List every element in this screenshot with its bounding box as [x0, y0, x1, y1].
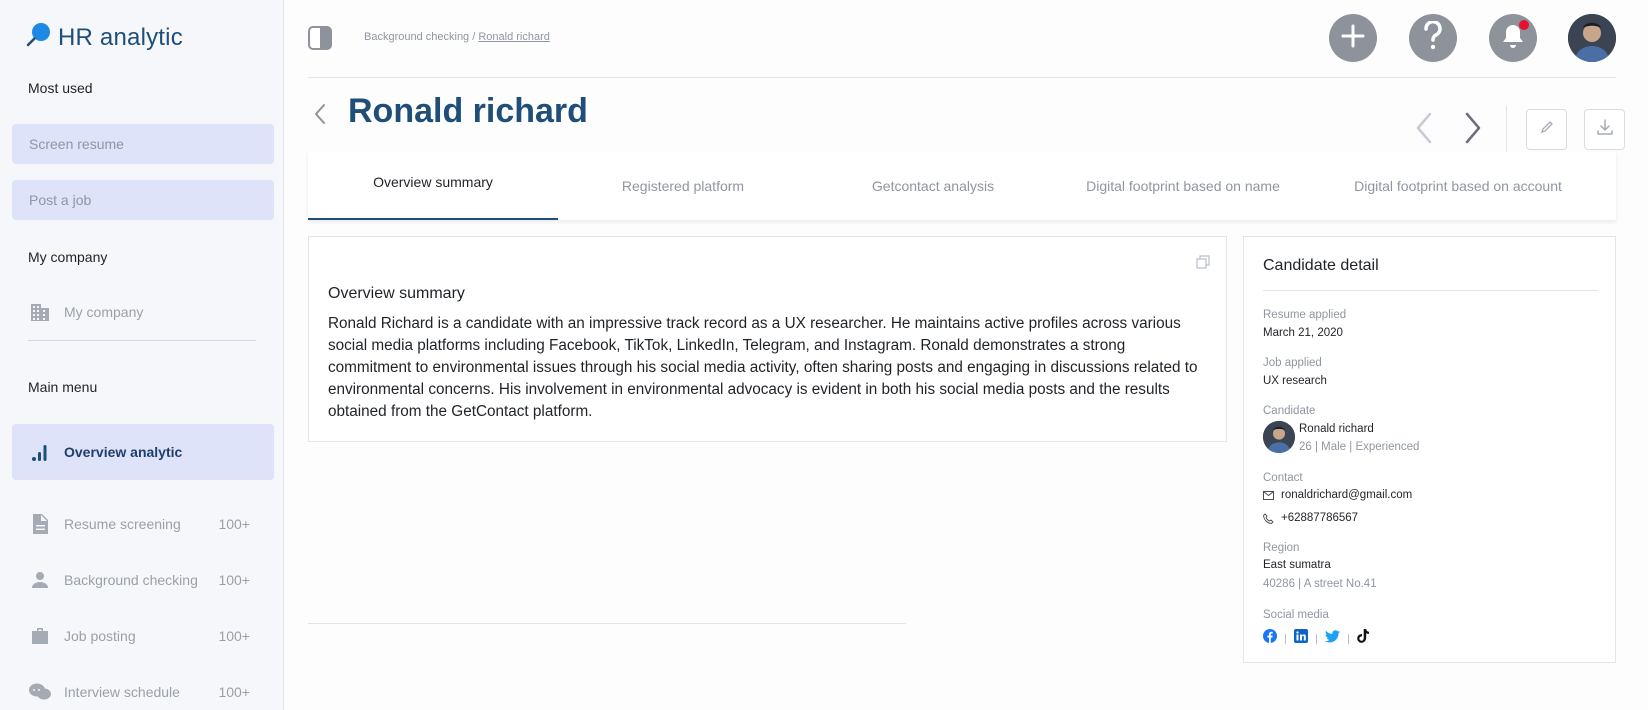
user-avatar[interactable]	[1568, 14, 1616, 62]
sidebar-divider	[28, 340, 256, 341]
expand-icon[interactable]	[1196, 255, 1210, 274]
sidebar-item-label: My company	[64, 304, 144, 320]
previous-candidate-button[interactable]	[1414, 112, 1434, 149]
address-value: 40286 | A street No.41	[1263, 578, 1377, 590]
social-separator	[1285, 634, 1286, 644]
contact-label: Contact	[1263, 472, 1303, 484]
candidate-label: Candidate	[1263, 405, 1316, 417]
download-button[interactable]	[1584, 109, 1625, 150]
toolbar-divider	[1506, 106, 1507, 154]
phone-value[interactable]: +62887786567	[1281, 512, 1359, 524]
magnifier-logo-icon	[26, 22, 52, 53]
sidebar-item-my-company[interactable]	[12, 284, 274, 340]
resume-applied-value: March 21, 2020	[1263, 327, 1343, 339]
edit-button[interactable]	[1526, 109, 1567, 150]
sidebar-item-job-posting[interactable]	[12, 608, 274, 664]
breadcrumb-parent[interactable]: Background checking	[364, 31, 470, 43]
social-separator	[1348, 634, 1349, 644]
detail-divider	[1263, 290, 1598, 291]
tab-bar	[308, 152, 1616, 220]
bar-chart-icon	[29, 441, 51, 463]
most-used-title: Most used	[28, 80, 93, 96]
download-icon	[1596, 118, 1614, 141]
tab-getcontact-analysis[interactable]: Getcontact analysis	[871, 178, 995, 194]
add-button[interactable]	[1329, 14, 1377, 62]
help-button[interactable]	[1409, 14, 1457, 62]
sidebar-toggle-icon[interactable]	[308, 26, 332, 55]
region-label: Region	[1263, 542, 1300, 554]
sidebar	[0, 0, 284, 710]
person-icon	[29, 569, 51, 591]
sidebar-item-label: Interview schedule	[64, 684, 180, 700]
sidebar-item-label: Background checking	[64, 572, 198, 588]
post-job-button[interactable]: Post a job	[12, 180, 274, 220]
breadcrumb-current[interactable]: Ronald richard	[478, 31, 550, 43]
phone-icon	[1263, 513, 1275, 524]
page-title: Ronald richard	[348, 92, 588, 130]
job-applied-value: UX research	[1263, 375, 1327, 387]
candidate-detail-card	[1243, 236, 1616, 663]
sidebar-item-count: 100+	[218, 516, 250, 532]
summary-title: Overview summary	[328, 285, 465, 302]
breadcrumb	[364, 31, 550, 43]
main-menu-title: Main menu	[28, 379, 98, 395]
sidebar-item-overview-analytic[interactable]	[12, 424, 274, 480]
facebook-icon[interactable]	[1263, 629, 1277, 648]
content-divider	[308, 623, 906, 624]
resume-applied-label: Resume applied	[1263, 309, 1347, 321]
overview-summary-card	[308, 236, 1227, 442]
logo[interactable]	[26, 22, 183, 53]
region-value: East sumatra	[1263, 559, 1331, 571]
my-company-title: My company	[28, 249, 108, 265]
pencil-icon	[1539, 119, 1555, 140]
screen-resume-button[interactable]: Screen resume	[12, 124, 274, 164]
candidate-info: 26 | Male | Experienced	[1299, 441, 1420, 453]
tab-registered-platform[interactable]: Registered platform	[621, 178, 745, 194]
social-media-label: Social media	[1263, 609, 1329, 621]
candidate-detail-title: Candidate detail	[1263, 257, 1379, 274]
sidebar-item-count: 100+	[218, 628, 250, 644]
chevron-right-icon	[1463, 131, 1483, 148]
breadcrumb-separator: /	[469, 31, 479, 43]
tab-overview-summary[interactable]: Overview summary	[308, 152, 558, 220]
briefcase-icon	[29, 625, 51, 647]
summary-text: Ronald Richard is a candidate with an impressive track record as a UX researcher. He maintains active profiles across various social media platforms including Facebook, TikTok, LinkedIn, Telegram, and Instagram. Ronald demonstrates a strong commitment to environmental issues through his social media activity, often sharing posts and engaging in discussions related to environmental concerns. His involvement in environmental advocacy is evident in both his social media posts and the results obtained from the GetContact platform.	[328, 315, 1198, 420]
next-candidate-button[interactable]	[1463, 112, 1483, 149]
chat-icon	[29, 681, 51, 703]
mail-icon	[1263, 491, 1275, 500]
email-value[interactable]: ronaldrichard@gmail.com	[1281, 489, 1413, 501]
tab-digital-footprint-name[interactable]: Digital footprint based on name	[1086, 178, 1280, 194]
plus-icon	[1341, 24, 1365, 53]
candidate-name: Ronald richard	[1299, 423, 1374, 435]
sidebar-item-label: Job posting	[64, 628, 136, 644]
notification-dot	[1519, 20, 1529, 30]
app-name: HR analytic	[58, 23, 183, 51]
sidebar-item-resume-screening[interactable]	[12, 496, 274, 552]
notifications-button[interactable]	[1489, 14, 1537, 62]
sidebar-item-label: Resume screening	[64, 516, 181, 532]
sidebar-item-count: 100+	[218, 684, 250, 700]
candidate-avatar	[1263, 421, 1295, 453]
social-media-links	[1263, 629, 1370, 648]
back-icon[interactable]	[312, 103, 328, 130]
job-applied-label: Job applied	[1263, 357, 1322, 369]
help-icon	[1421, 21, 1445, 56]
chevron-left-icon	[1414, 131, 1434, 148]
email-row	[1263, 489, 1412, 501]
sidebar-item-background-checking[interactable]	[12, 552, 274, 608]
tiktok-icon[interactable]	[1357, 629, 1370, 648]
social-separator	[1316, 634, 1317, 644]
sidebar-item-label: Overview analytic	[64, 444, 183, 460]
header-divider	[308, 77, 1616, 78]
twitter-icon[interactable]	[1325, 630, 1340, 648]
sidebar-item-count: 100+	[218, 572, 250, 588]
phone-row	[1263, 512, 1358, 524]
sidebar-item-interview-schedule[interactable]	[12, 664, 274, 710]
tab-digital-footprint-account[interactable]: Digital footprint based on account	[1354, 178, 1562, 194]
document-icon	[29, 513, 51, 535]
building-icon	[29, 301, 51, 323]
linkedin-icon[interactable]	[1294, 629, 1308, 648]
